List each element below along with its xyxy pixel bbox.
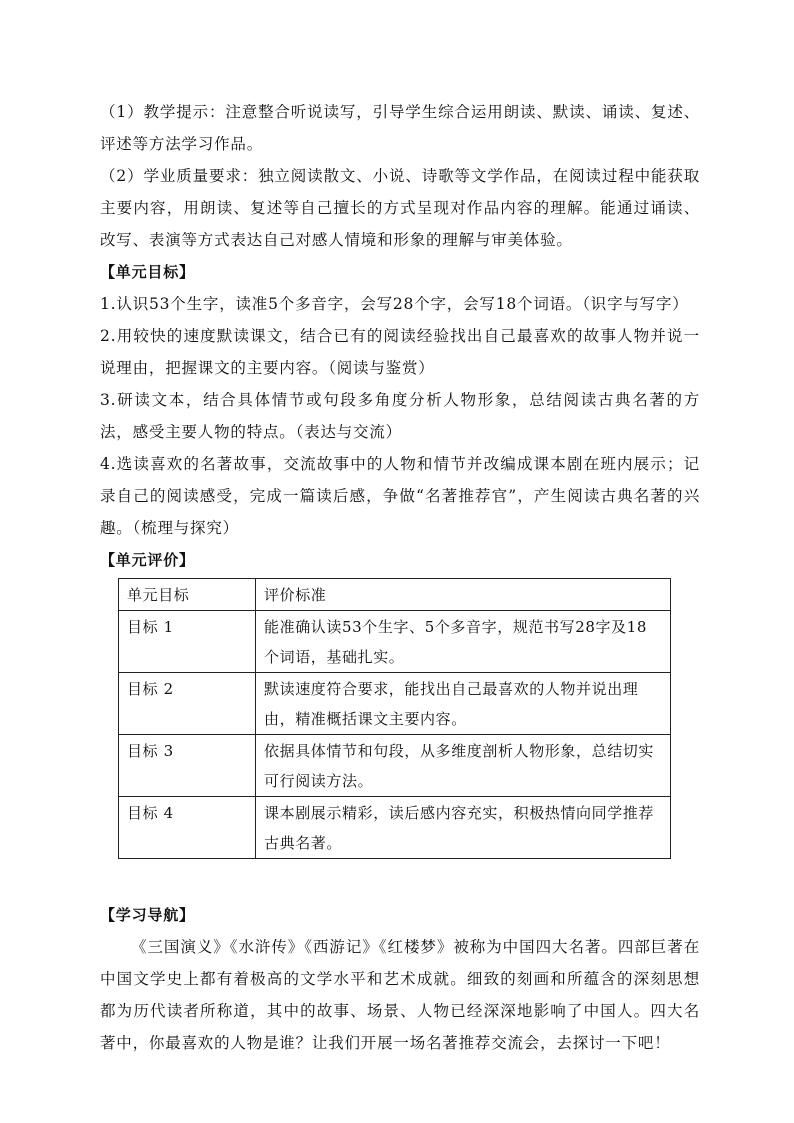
document-page xyxy=(100,96,700,1059)
study-guide-heading: 【学习导航】 xyxy=(100,906,195,924)
goal-cell: 目标 4 xyxy=(119,797,256,859)
table-row xyxy=(119,611,671,673)
header-cell-goal: 单元目标 xyxy=(119,579,256,611)
criteria-cell: 依据具体情节和句段，从多维度剖析人物形象，总结切实可行阅读方法。 xyxy=(256,735,671,797)
header-cell-criteria: 评价标准 xyxy=(256,579,671,611)
evaluation-table xyxy=(118,578,671,859)
spacer xyxy=(100,859,700,899)
unit-goal-item-1: 1.认识53个生字，读准5个多音字，会写28个字，会写18个词语。（识字与写字） xyxy=(100,295,689,313)
table-row xyxy=(119,735,671,797)
table-row xyxy=(119,673,671,735)
table-header-row xyxy=(119,579,671,611)
teaching-tip-paragraph: （1）教学提示：注意整合听说读写，引导学生综合运用朗读、默读、诵读、复述、评述等方法学习作品。 xyxy=(100,103,700,153)
criteria-cell: 能准确认读53个生字、5个多音字，规范书写28字及18个词语，基础扎实。 xyxy=(256,611,671,673)
study-guide-paragraph: 《三国演义》《水浒传》《西游记》《红楼梦》被称为中国四大名著。四部巨著在中国文学史上都有着极高的文学水平和艺术成就。细致的刻画和所蕴含的深刻思想都为历代读者所称道，其中的故事、场景、人物已经深深地影响了中国人。四大名著中，你最喜欢的人物是谁？让我们开展一场名著推荐交流会，去探讨一下吧！ xyxy=(100,938,700,1052)
unit-goals-heading: 【单元目标】 xyxy=(100,263,195,281)
unit-goal-item-2: 2.用较快的速度默读课文，结合已有的阅读经验找出自己最喜欢的故事人物并说一说理由，把握课文的主要内容。（阅读与鉴赏） xyxy=(100,327,700,377)
unit-evaluation-heading: 【单元评价】 xyxy=(100,551,195,569)
table-row xyxy=(119,797,671,859)
quality-requirement-paragraph: （2）学业质量要求：独立阅读散文、小说、诗歌等文学作品，在阅读过程中能获取主要内容，用朗读、复述等自己擅长的方式呈现对作品内容的理解。能通过诵读、改写、表演等方式表达自己对感人情境和形象的理解与审美体验。 xyxy=(100,167,700,249)
goal-cell: 目标 3 xyxy=(119,735,256,797)
unit-goal-item-3: 3.研读文本，结合具体情节或句段多角度分析人物形象，总结阅读古典名著的方法，感受主要人物的特点。（表达与交流） xyxy=(100,391,700,441)
unit-goal-item-4: 4.选读喜欢的名著故事，交流故事中的人物和情节并改编成课本剧在班内展示；记录自己的阅读感受，完成一篇读后感，争做“名著推荐官”，产生阅读古典名著的兴趣。（梳理与探究） xyxy=(100,455,700,537)
goal-cell: 目标 2 xyxy=(119,673,256,735)
criteria-cell: 课本剧展示精彩，读后感内容充实，积极热情向同学推荐古典名著。 xyxy=(256,797,671,859)
goal-cell: 目标 1 xyxy=(119,611,256,673)
criteria-cell: 默读速度符合要求，能找出自己最喜欢的人物并说出理由，精准概括课文主要内容。 xyxy=(256,673,671,735)
